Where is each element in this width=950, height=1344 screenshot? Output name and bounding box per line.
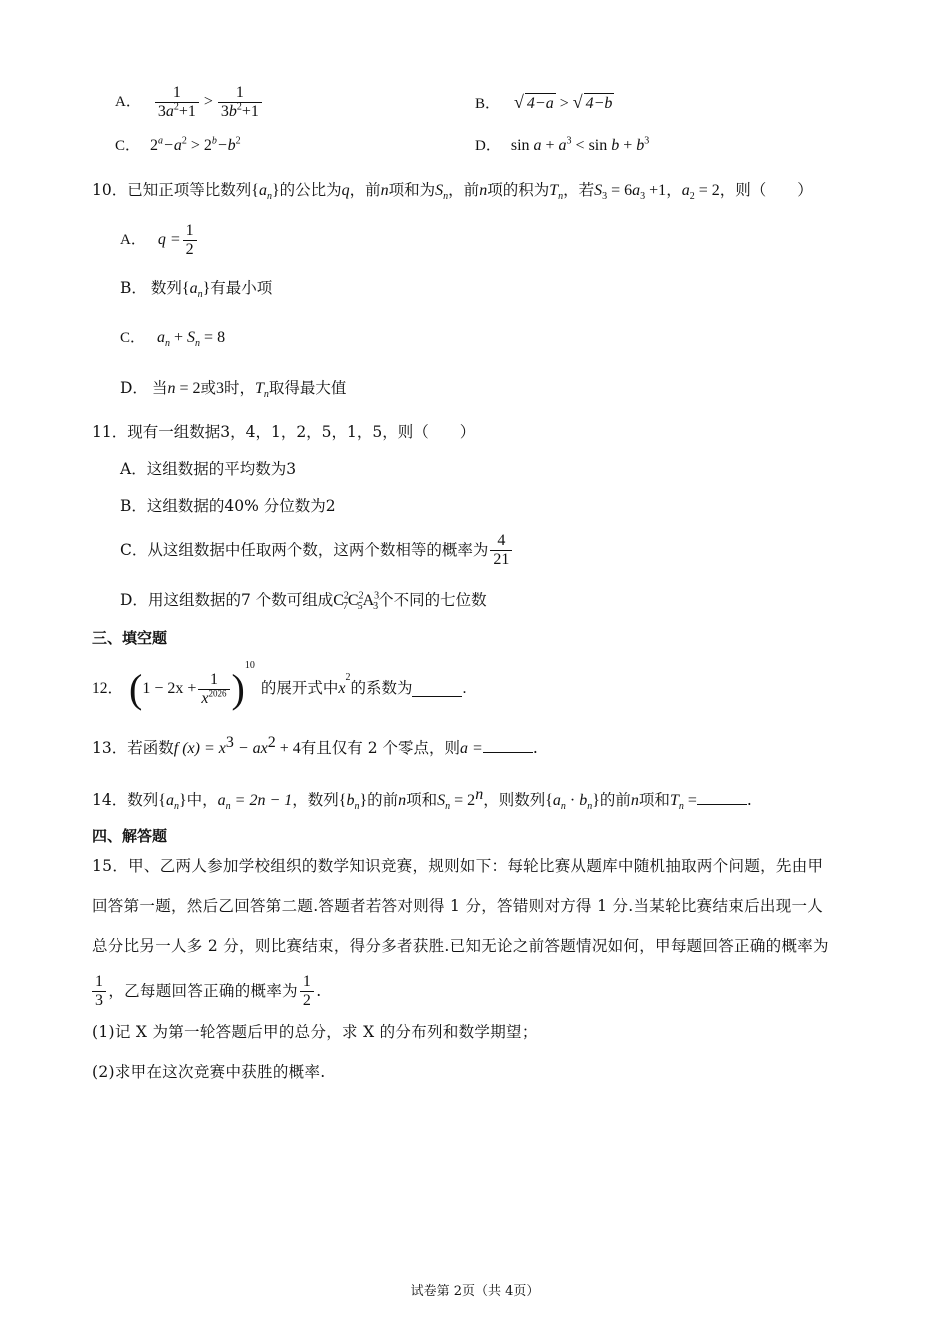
fraction <box>490 532 512 569</box>
rhs: = 2 <box>694 182 720 199</box>
exp: 2 <box>267 733 276 751</box>
rhs: = 8 <box>200 329 226 346</box>
sin: sin <box>510 137 534 154</box>
text: 的展开式中 <box>260 680 339 697</box>
sqrt-icon: √ <box>514 92 524 112</box>
text: 现有一组数据3，4，1，2，5，1，5，则（ ） <box>127 423 476 441</box>
text: 或 <box>200 379 216 397</box>
var-n: n <box>380 182 389 199</box>
text: 项和 <box>406 791 438 809</box>
text: ，数列 <box>292 791 339 809</box>
var-n: n <box>479 182 488 199</box>
base: 2 <box>150 137 159 154</box>
exp: 3 <box>644 135 650 147</box>
var: b <box>611 137 620 154</box>
text: 这组数据的40% 分位数为2 <box>146 497 336 515</box>
condition-2 <box>681 182 720 203</box>
text: 甲、乙两人参加学校组织的数学知识竞赛，规则如下：每轮比赛从题库中随机抽取两个问题，先由甲 <box>128 857 824 875</box>
var: x <box>201 689 209 707</box>
q10-option-d-label: D． <box>120 379 148 397</box>
exp: 3 <box>566 135 572 147</box>
var: x <box>338 680 346 697</box>
text: ，前 <box>349 181 381 199</box>
q9-option-a <box>115 82 264 122</box>
q10-option-d: D． 当n = 2或3时，$T_n$取得最大值 <box>120 379 347 401</box>
text: 已知正项等比数列 <box>127 181 252 199</box>
plus: + <box>541 137 559 154</box>
q15-part-2: (2)求甲在这次竞赛中获胜的概率. <box>92 1063 326 1081</box>
text: 项和为 <box>388 181 436 199</box>
text: ，前 <box>448 181 480 199</box>
text: 当 <box>151 379 168 397</box>
lhs: q = <box>157 231 181 248</box>
exp: a <box>158 135 164 147</box>
q9-option-c-label: C． <box>115 138 141 154</box>
var: a <box>632 182 641 199</box>
q10-number: 10． <box>92 181 128 199</box>
text: ， <box>666 181 682 199</box>
text: ，乙每题回答正确的概率为 <box>108 982 298 1000</box>
operator: < sin <box>571 137 612 154</box>
text: 项和 <box>638 791 670 809</box>
fraction-denominator <box>218 102 262 121</box>
exp: 2 <box>181 135 187 147</box>
q14-number: 14． <box>92 791 128 809</box>
var: a <box>681 182 690 199</box>
rhs: = 6 <box>607 182 633 199</box>
var: b <box>228 102 237 120</box>
term: −b <box>216 137 236 154</box>
exp: 2 <box>173 101 179 113</box>
var-tn: $T_n$ <box>549 182 564 203</box>
text: 个不同的七位数 <box>378 591 487 609</box>
text: 时， <box>224 379 256 397</box>
answer-blank[interactable] <box>412 682 462 697</box>
q10-option-b-label: B． <box>120 279 147 297</box>
coef: 3 <box>157 102 166 120</box>
text: 这组数据的平均数为3 <box>146 460 297 478</box>
value: = 2 <box>175 380 201 397</box>
text: ，则数列 <box>483 791 546 809</box>
coef: 3 <box>220 102 229 120</box>
fraction-numerator: 4 <box>497 531 506 549</box>
text: 的系数为 <box>350 680 413 697</box>
fraction <box>198 671 229 708</box>
fraction-numerator: 1 <box>172 83 181 101</box>
term: + 4 <box>275 740 301 757</box>
var-sn: $S_n$ <box>435 182 449 203</box>
var: b <box>636 137 645 154</box>
value: 3 <box>216 380 224 397</box>
text: 的公比为 <box>279 181 342 199</box>
text: 用这组数据的7 个数可组成 <box>147 591 334 609</box>
q10-option-c: C． $a_n + S_n = 8$ <box>120 329 226 350</box>
text: . <box>532 739 538 757</box>
exp: 2 <box>236 101 242 113</box>
left-paren-icon: ( <box>129 666 143 711</box>
exp: 2026 <box>208 688 227 699</box>
text: 从这组数据中任取两个数，这两个数相等的概率为 <box>147 541 489 559</box>
operator: > 2 <box>186 137 212 154</box>
condition-1 <box>594 182 667 203</box>
q10-option-c-label: C． <box>120 330 146 346</box>
text: 的前 <box>367 791 399 809</box>
text: ，则（ ） <box>719 181 813 199</box>
q15-line-4 <box>92 966 862 1016</box>
tail: +1 <box>241 102 259 120</box>
q11-option-b <box>120 496 336 516</box>
q11-number: 11． <box>92 423 128 441</box>
q12: 12． ( 1 − 2x + $\frac{1}{x^{2026}}$ ) 10 的展开式中 x 2 的系数为 . <box>92 660 467 711</box>
q15-line-2: 回答第一题，然后乙回答第二题.答题者若答对则得 1 分，答错则对方得 1 分.当某轮比赛结束后出现一人 <box>92 897 824 915</box>
var-q: q <box>341 182 350 199</box>
radicand: 4−b <box>585 95 613 112</box>
fraction-numerator: 1 <box>235 83 244 101</box>
sqrt-icon: √ <box>572 92 583 112</box>
q15-line-1 <box>92 846 862 886</box>
text: 取得最大值 <box>268 379 347 397</box>
radicand: 4−a <box>526 95 554 112</box>
tail: +1 <box>645 182 667 199</box>
fraction-denominator <box>155 102 199 121</box>
exp: 2 <box>235 135 241 147</box>
q10-stem <box>92 180 813 201</box>
plus: + <box>619 137 637 154</box>
text: . <box>316 982 322 1000</box>
fraction-numerator: 1 <box>302 972 312 990</box>
text: 数列 <box>150 279 182 297</box>
fraction-denominator: 2 <box>300 991 314 1010</box>
page-footer: 试卷第 2页（共 4页） <box>410 1284 540 1299</box>
q11-option-b-label: B． <box>120 497 147 515</box>
q9-option-a-label: A． <box>115 94 141 110</box>
q13 <box>92 733 538 759</box>
fraction-numerator: 1 <box>185 221 194 239</box>
exp: 3 <box>225 733 234 751</box>
q9-option-d <box>475 136 649 156</box>
q14: 14．数列$\{a_n\}$中，$a_n = 2n - 1$，数列$\{b_n\}$的前n项和$S_n = 2^n$，则数列$\{a_n \cdot b_n\}$的前n项和$T_n$ = . <box>92 785 752 813</box>
operator: > <box>203 93 213 110</box>
q9-option-d-label: D． <box>475 138 501 154</box>
q11-option-c <box>120 530 514 570</box>
sequence-braces: $\{a_n\}$ <box>251 182 280 203</box>
q11-option-d <box>120 590 487 611</box>
var: a <box>533 137 542 154</box>
var: a <box>165 102 174 120</box>
tail: +1 <box>178 102 196 120</box>
text: 有最小项 <box>210 279 273 297</box>
text: 中， <box>186 791 218 809</box>
q15-part-1: (1)记 X 为第一轮答题后甲的总分，求 X 的分布列和数学期望； <box>92 1023 538 1041</box>
answer-blank[interactable] <box>483 738 533 753</box>
q13-number: 13． <box>92 739 128 757</box>
q15-line-3: 总分比另一人多 2 分，则比赛结束，得分多者获胜.已知无论之前答题情况如何，甲每题回答正确的概率为 <box>92 937 829 955</box>
q9-option-a-lhs-fraction <box>155 84 199 121</box>
text: ，若 <box>563 181 595 199</box>
fraction <box>183 222 197 259</box>
term: −a <box>163 137 182 154</box>
right-paren-icon: ) <box>231 666 245 711</box>
formula: = 2 <box>450 792 476 809</box>
text: 项的积为 <box>487 181 550 199</box>
var: a = <box>460 740 483 757</box>
text: 若函数 <box>127 739 174 757</box>
q10-option-b <box>120 278 272 299</box>
var: n <box>398 792 407 809</box>
fraction-denominator: 21 <box>490 550 512 569</box>
function: f (x) = x <box>173 740 226 757</box>
fraction-denominator: 2 <box>183 240 197 259</box>
var: a <box>558 137 567 154</box>
q10-option-a-label: A． <box>120 232 146 248</box>
fraction <box>300 973 314 1010</box>
fraction-numerator: 1 <box>95 972 104 990</box>
sub: 3 <box>640 191 646 203</box>
fraction-denominator: 3 <box>92 991 106 1010</box>
text: . <box>746 791 752 809</box>
sequence-braces: $\{a_n\}$ <box>181 280 211 301</box>
sub: 3 <box>602 191 608 203</box>
text: . <box>462 680 467 697</box>
sub: 2 <box>689 191 695 203</box>
fraction <box>92 973 106 1010</box>
q11-option-a-label: A． <box>120 460 147 478</box>
q9-option-a-rhs-fraction <box>218 84 262 121</box>
fraction-denominator <box>198 689 229 708</box>
q9-option-b <box>475 92 614 114</box>
q15-number: 15． <box>92 857 129 875</box>
text: 数列 <box>127 791 159 809</box>
combination-formula: $C^2_7C^2_5A^3_3$ <box>333 590 380 613</box>
term: − ax <box>233 740 268 757</box>
text: 有且仅有 2 个零点，则 <box>300 739 461 757</box>
operator: > <box>559 95 569 112</box>
section-title-fill-blank: 三、填空题 <box>92 629 168 647</box>
answer-blank[interactable] <box>697 790 747 805</box>
q11-option-c-label: C． <box>120 541 148 559</box>
q9-option-c <box>115 136 241 156</box>
q9-option-b-label: B． <box>475 96 501 112</box>
q11-stem <box>92 422 475 442</box>
var: S <box>594 182 603 199</box>
q10-option-a <box>120 220 199 260</box>
expression: 1 − 2x + <box>142 680 197 697</box>
formula: = 2n − 1 <box>230 792 293 809</box>
q15-paragraph <box>92 846 862 1092</box>
q11-option-d-label: D． <box>120 591 148 609</box>
exp: b <box>211 135 217 147</box>
text: 的前 <box>599 791 631 809</box>
section-title-solution: 四、解答题 <box>92 827 168 845</box>
q11-option-a <box>120 459 296 479</box>
q12-number: 12． <box>92 680 124 697</box>
fraction-numerator: 1 <box>209 670 218 688</box>
